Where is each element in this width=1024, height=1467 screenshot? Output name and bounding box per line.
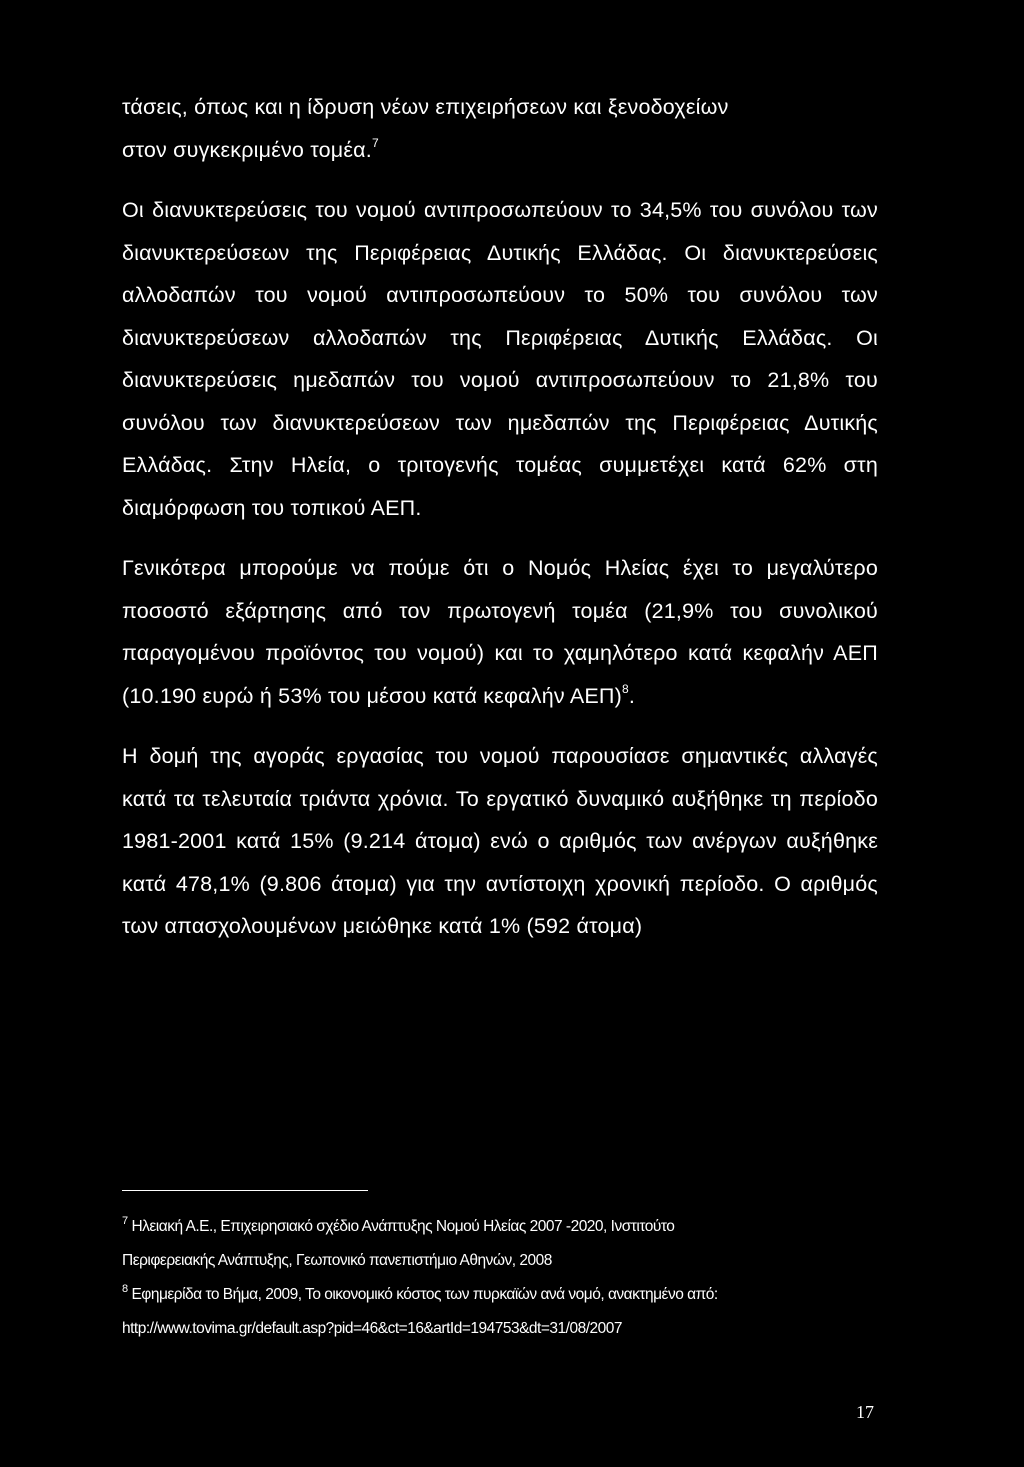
document-body [122,86,878,948]
footnote-8-text[interactable]: Εφημερίδα το Βήμα, 2009, Το οικονομικό κόστος των πυρκαϊών ανά νομό, ανακτημένο από: http://www.tovima.gr/default.asp?pid=46&ct=16&artId=194753&dt=31/08/2007 [122,1286,718,1337]
footnote-7 [122,1210,882,1278]
paragraph-1-text: τάσεις, όπως και η ίδρυση νέων επιχειρήσεων και ξενοδοχείων στον συγκεκριμένο τομέα. [122,95,729,162]
footnote-7-text: Ηλειακή Α.Ε., Επιχειρησιακό σχέδιο Ανάπτυξης Νομού Ηλείας 2007 -2020, Ινστιτούτο Περιφερειακής Ανάπτυξης, Γεωπονικό πανεπιστήμιο Αθηνών, 2008 [122,1218,675,1269]
footnote-8 [122,1278,882,1346]
paragraph-3-text: Γενικότερα μπορούμε να πούμε ότι ο Νομός Ηλείας έχει το μεγαλύτερο ποσοστό εξάρτησης από τον πρωτογενή τομέα (21,9% του συνολικού παραγομένου προϊόντος του νομού) και το χαμηλότερο κατά κεφαλήν ΑΕΠ (10.190 ευρώ ή 53% του μέσου κατά κεφαλήν ΑΕΠ) [122,556,878,708]
footnote-separator [122,1190,368,1191]
footnote-ref-8[interactable]: 8 [622,681,629,696]
footnotes [122,1210,882,1346]
paragraph-3-end: . [628,683,636,708]
paragraph-4: Η δομή της αγοράς εργασίας του νομού παρουσίασε σημαντικές αλλαγές κατά τα τελευταία τριάντα χρόνια. Το εργατικό δυναμικό αυξήθηκε τη περίοδο 1981-2001 κατά 15% (9.214 άτομα) ενώ ο αριθμός των ανέργων αυξήθηκε κατά 478,1% (9.806 άτομα) για την αντίστοιχη χρονική περίοδο. Ο αριθμός των απασχολουμένων μειώθηκε κατά 1% (592 άτομα) [122,744,878,938]
footnote-ref-7[interactable]: 7 [371,135,379,150]
footnote-7-number: 7 [122,1215,128,1227]
page-number: 17 [856,1402,874,1422]
paragraph-1 [122,86,878,171]
paragraph-3 [122,547,878,717]
footnote-8-number: 8 [122,1283,128,1295]
paragraph-2: Οι διανυκτερεύσεις του νομού αντιπροσωπεύουν το 34,5% του συνόλου των διανυκτερεύσεων της Περιφέρειας Δυτικής Ελλάδας. Οι διανυκτερεύσεις αλλοδαπών του νομού αντιπροσωπεύουν το 50% του συνόλου των διανυκτερεύσεων αλλοδαπών της Περιφέρειας Δυτικής Ελλάδας. Οι διανυκτερεύσεις ημεδαπών του νομού αντιπροσωπεύουν το 21,8% του συνόλου των διανυκτερεύσεων των ημεδαπών της Περιφέρειας Δυτικής Ελλάδας. Στην Ηλεία, ο τριτογενής τομέας συμμετέχει κατά 62% στη διαμόρφωση του τοπικού ΑΕΠ. [122,198,878,520]
